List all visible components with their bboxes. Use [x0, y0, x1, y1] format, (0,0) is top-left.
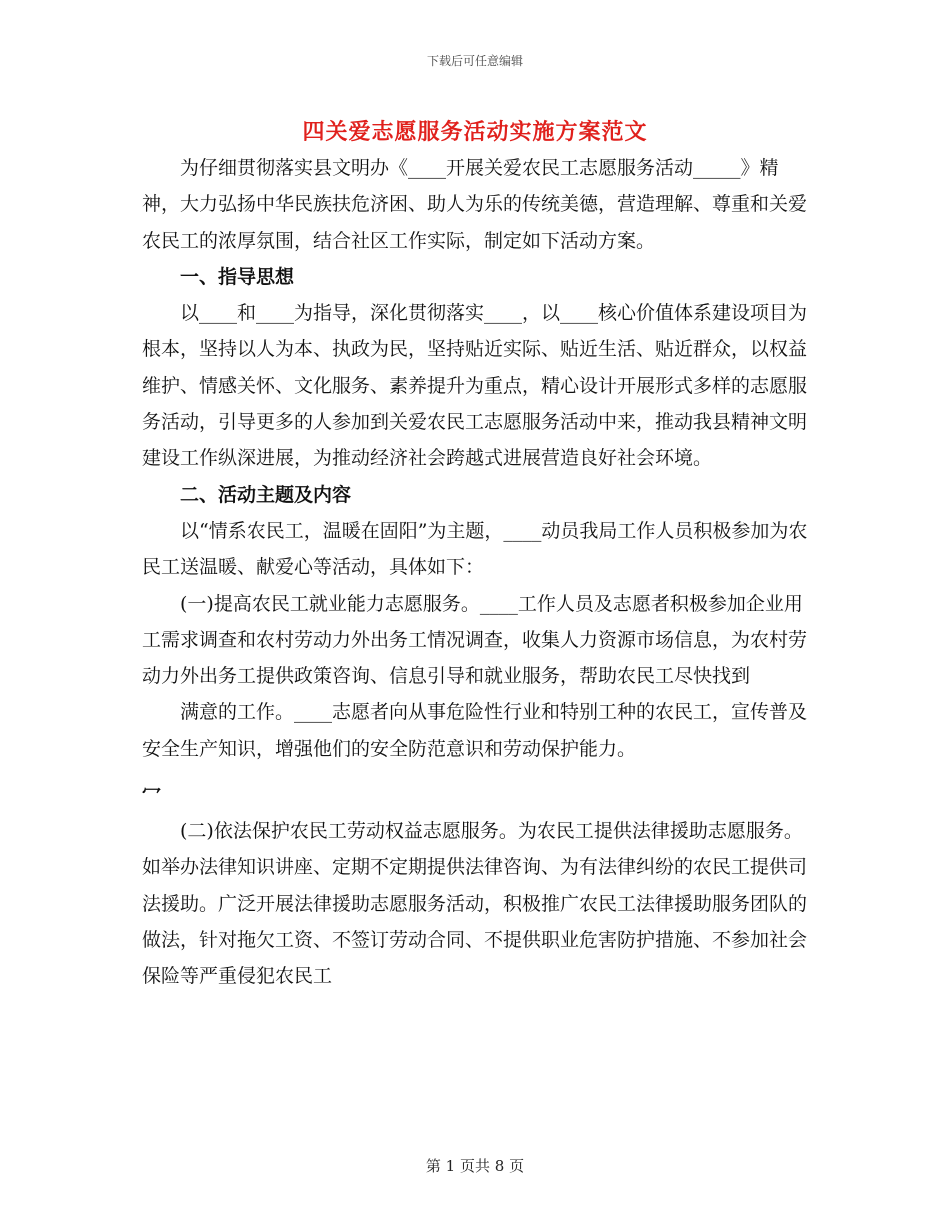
intro-paragraph: 为仔细贯彻落实县文明办《____开展关爱农民工志愿服务活动_____》精神，大力弘扬中华民族扶危济困、助人为乐的传统美德，营造理解、尊重和关爱农民工的浓厚氛围，结合社区工作实际，制定如下活动方案。 — [142, 157, 808, 252]
section-1-heading: 一、指导思想 — [180, 265, 295, 288]
page-footer: 第 1 页共 8 页 — [425, 1157, 525, 1175]
document-title: 四关爱志愿服务活动实施方案范文 — [302, 119, 648, 145]
section-1-paragraph: 以____和____为指导，深化贯彻落实____，以____核心价值体系建设项目为根本，坚持以人为本、执政为民，坚持贴近实际、贴近生活、贴近群众，以权益维护、情感关怀、文化服务、素养提升为重点，精心设计开展形式多样的志愿服务活动，引导更多的人参加到关爱农民工志愿服务活动中来，推动我县精神文明建设工作纵深进展，为推动经济社会跨越式进展营造良好社会环境。 — [142, 302, 808, 470]
item-1-paragraph: (一)提高农民工就业能力志愿服务。____工作人员及志愿者积极参加企业用工需求调查和农村劳动力外出务工情况调查，收集人力资源市场信息，为农村劳动力外出务工提供政策咨询、信息引导和就业服务，帮助农民工尽快找到 — [142, 592, 808, 688]
item-1-continued-paragraph: 满意的工作。____志愿者向从事危险性行业和特别工种的农民工，宣传普及安全生产知识，增强他们的安全防范意识和劳动保护能力。 — [142, 701, 808, 760]
section-2-heading: 二、活动主题及内容 — [180, 483, 352, 506]
stray-mark: 冖 — [142, 782, 162, 805]
section-2-paragraph: 以“情系农民工，温暖在固阳”为主题，____动员我局工作人员积极参加为农民工送温暖、献爱心等活动，具体如下： — [142, 519, 808, 579]
document-body — [142, 150, 812, 995]
item-2-paragraph: (二)依法保护农民工劳动权益志愿服务。为农民工提供法律援助志愿服务。如举办法律知识讲座、定期不定期提供法律咨询、为有法律纠纷的农民工提供司法援助。广泛开展法律援助志愿服务活动，积极推广农民工法律援助服务团队的做法，针对拖欠工资、不签订劳动合同、不提供职业危害防护措施、不参加社会保险等严重侵犯农民工 — [142, 820, 808, 988]
header-note: 下载后可任意编辑 — [426, 54, 523, 68]
